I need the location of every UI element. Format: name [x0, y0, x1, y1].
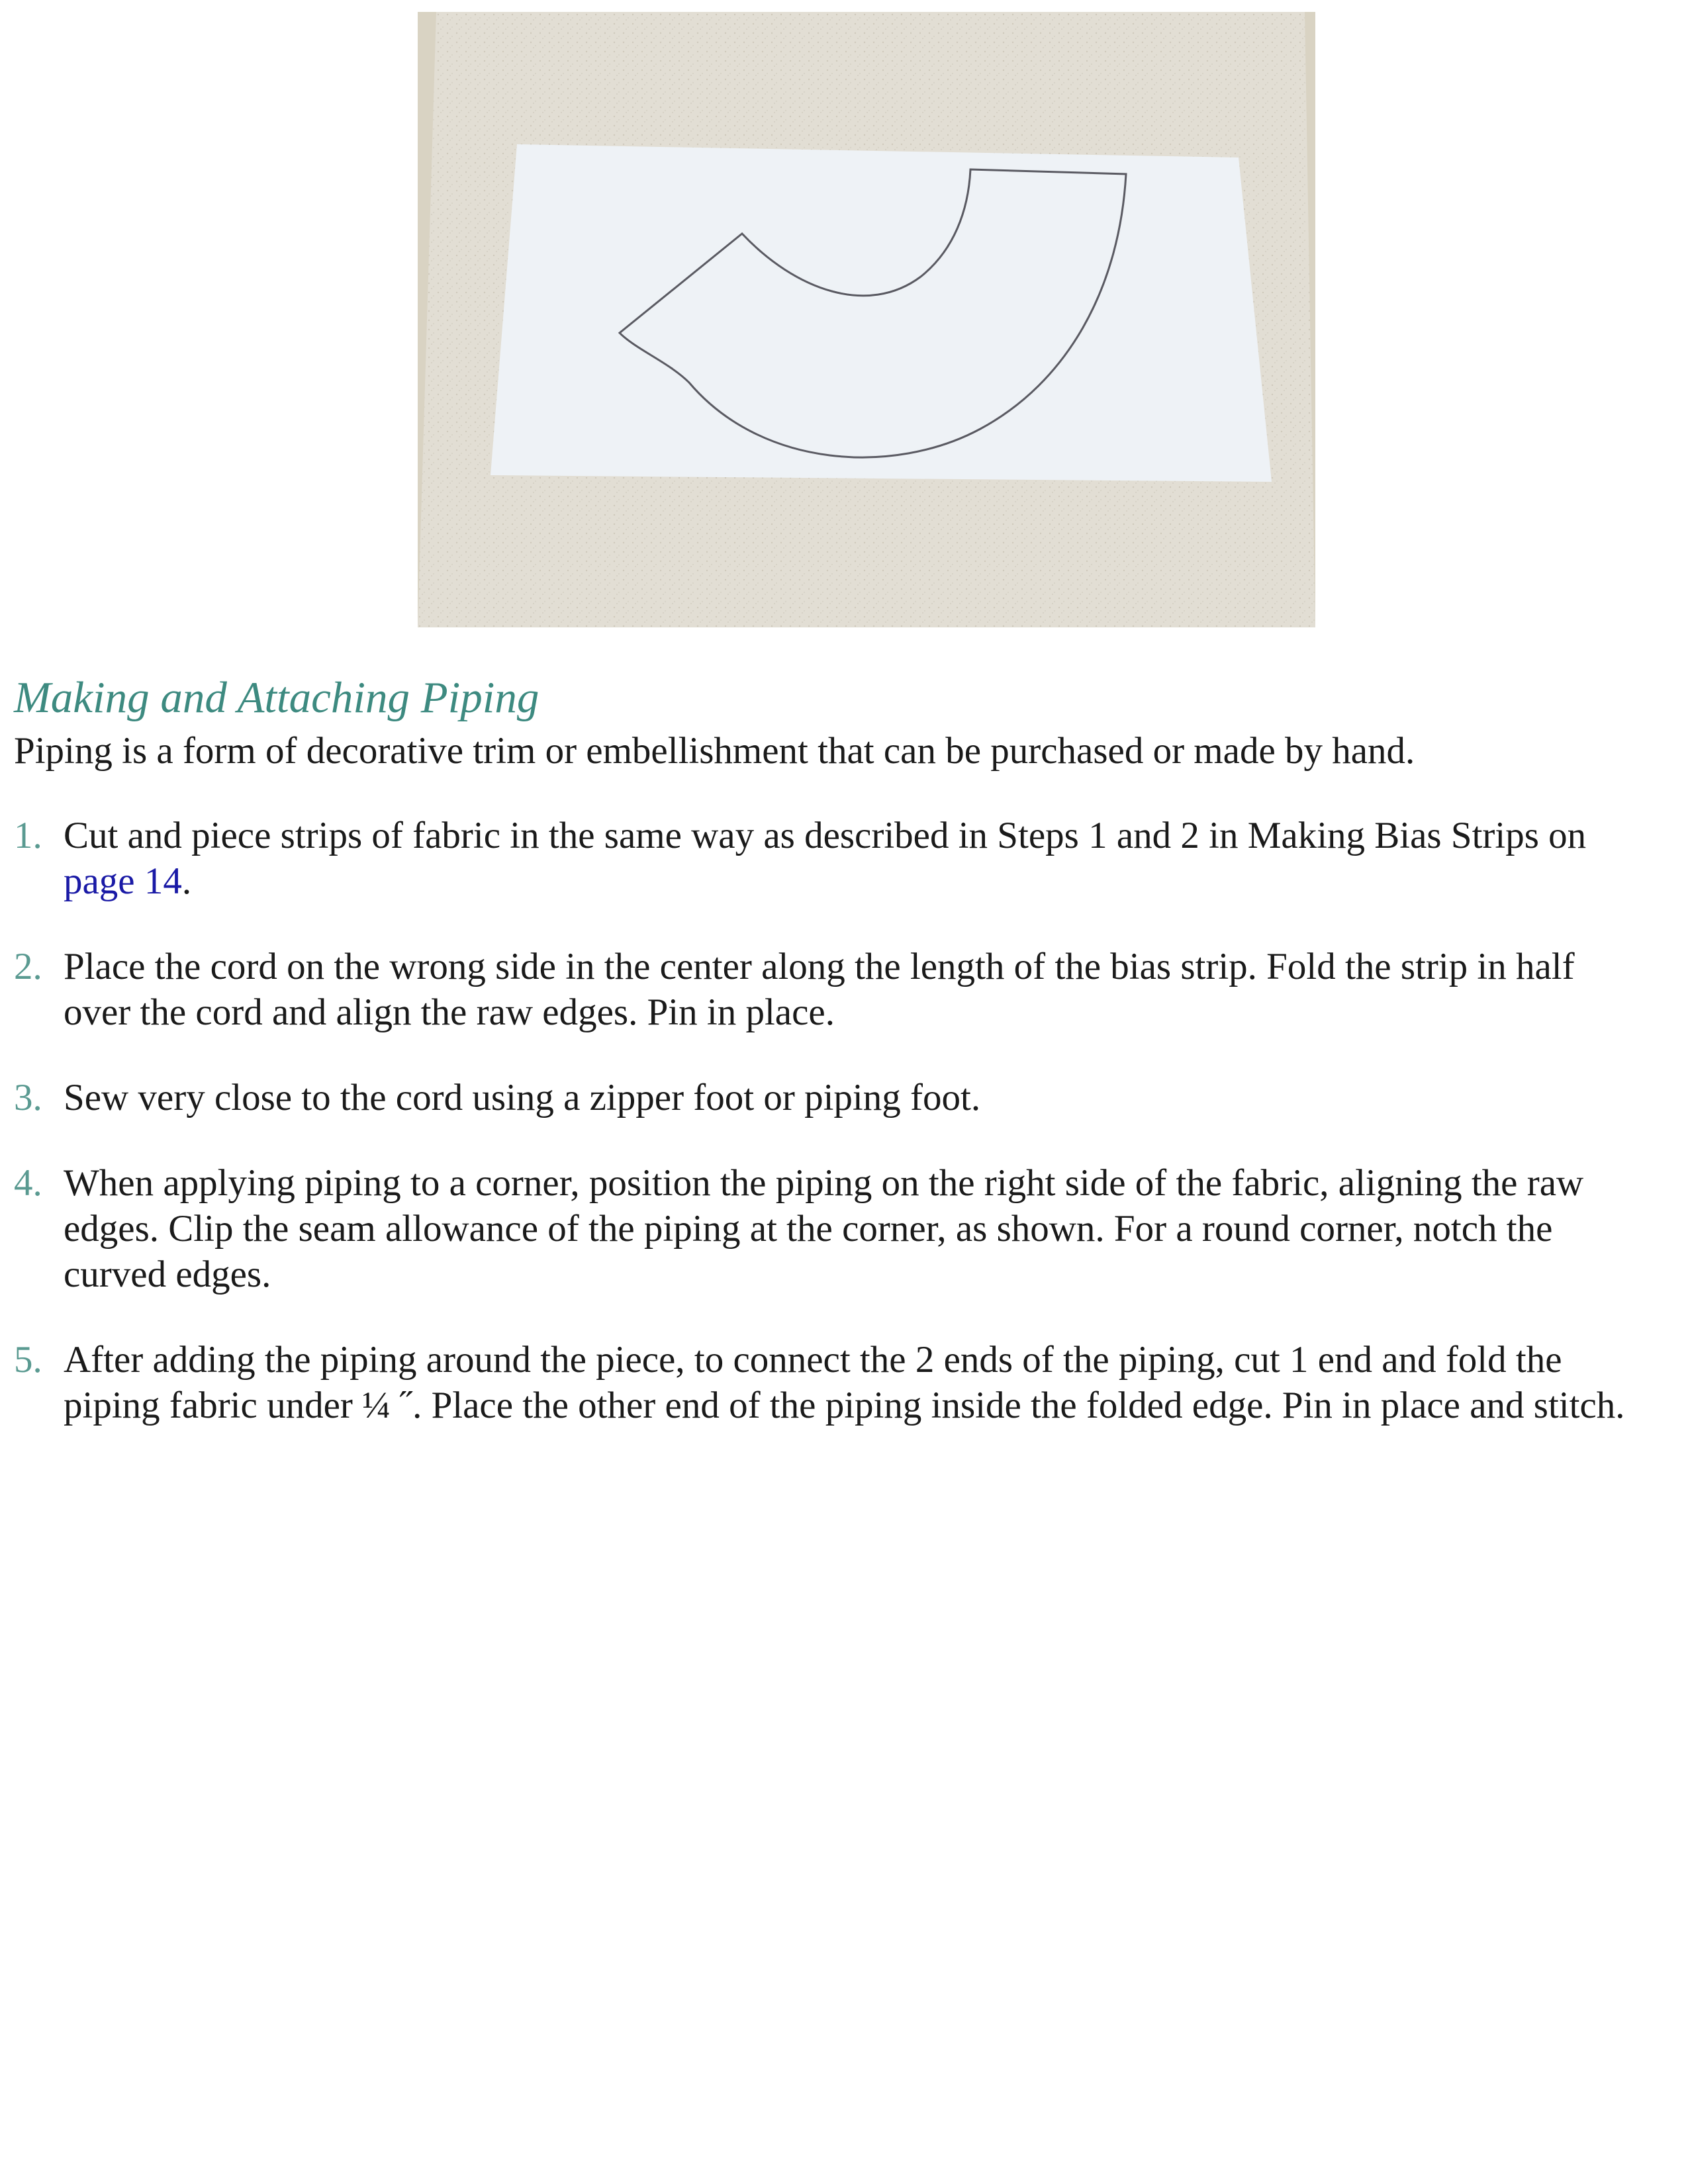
step-number: 1.	[14, 815, 42, 856]
step-number: 4.	[14, 1162, 42, 1204]
step-number: 3.	[14, 1077, 42, 1118]
step-text-before: Cut and piece strips of fabric in the same way as described in Steps 1 and 2 in Making Bias Strips on	[64, 815, 1587, 856]
step-text: After adding the piping around the piece, to connect the 2 ends of the piping, cut 1 end and fold the piping fabric under ¼ ˝. Place the other end of the piping inside the folded edge. Pin in place and stitch.	[64, 1339, 1625, 1426]
step-text: Sew very close to the cord using a zipper foot or piping foot.	[64, 1077, 981, 1118]
step-text-after: .	[181, 860, 192, 902]
step-number: 5.	[14, 1339, 42, 1381]
intro-paragraph: Piping is a form of decorative trim or embellishment that can be purchased or made by hand.	[14, 730, 1415, 772]
list-item	[14, 944, 1675, 1035]
pattern-photo	[418, 12, 1315, 627]
step-text: When applying piping to a corner, position the piping on the right side of the fabric, aligning the raw edges. Clip the seam allowance of the piping at the corner, as shown. For a round corner, notch the curved edges.	[64, 1162, 1584, 1295]
paper-sheet	[491, 144, 1272, 482]
section-title: Making and Attaching Piping	[14, 673, 539, 722]
step-text: Place the cord on the wrong side in the center along the length of the bias strip. Fold the strip in half over the cord and align the raw edges. Pin in place.	[64, 946, 1575, 1033]
pattern-photo-graphic	[418, 12, 1315, 627]
steps-list	[14, 813, 1675, 1428]
list-item	[14, 813, 1675, 904]
article-content	[14, 667, 1675, 1468]
step-number: 2.	[14, 946, 42, 987]
list-item	[14, 1160, 1675, 1297]
list-item	[14, 1075, 1675, 1120]
page-link[interactable]: page 14	[64, 860, 182, 902]
step-text	[64, 813, 1675, 904]
list-item	[14, 1337, 1675, 1428]
